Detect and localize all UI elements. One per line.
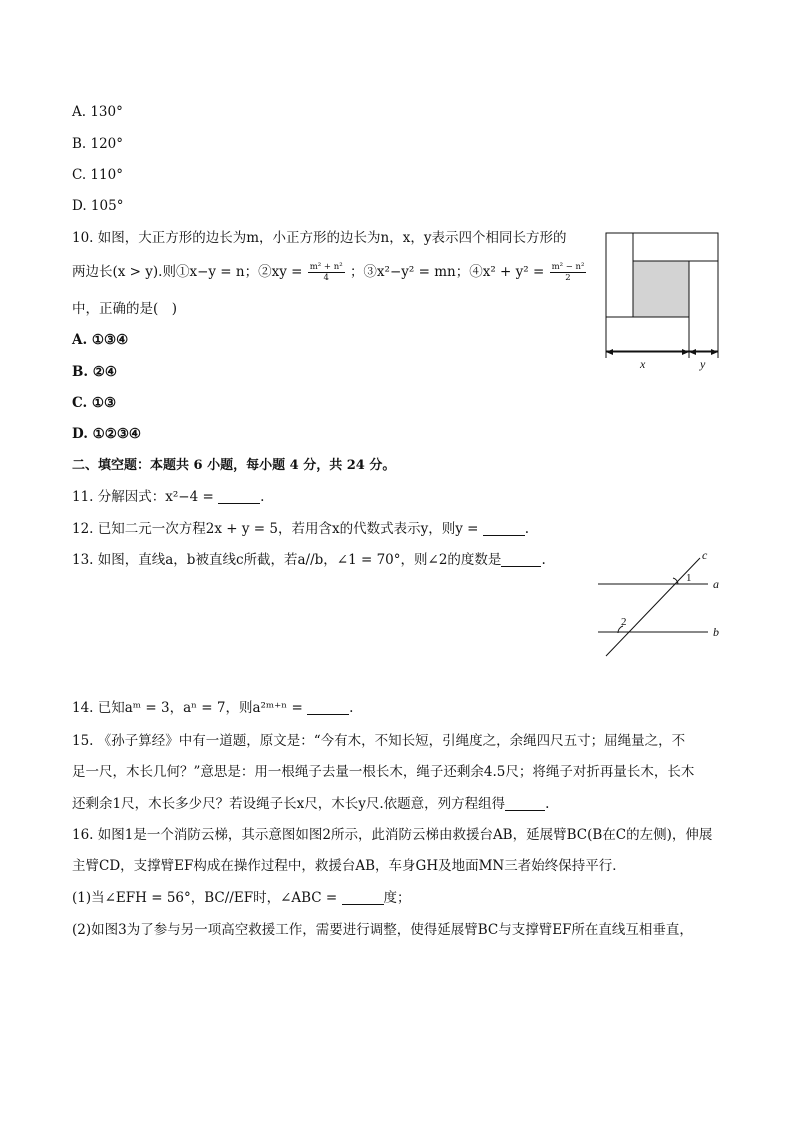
label-b: b bbox=[713, 625, 719, 639]
arrow-head bbox=[711, 349, 718, 355]
question-10-line-3: 中，正确的是( ) bbox=[72, 301, 178, 317]
answer-blank bbox=[483, 521, 525, 536]
option-a: A. ①③④ bbox=[72, 332, 129, 348]
question-13: 13. 如图，直线a，b被直线c所截，若a//b，∠1 = 70°，则∠2的度数是 . bbox=[72, 552, 546, 568]
question-16-part-1: (1)当∠EFH = 56°，BC//EF时，∠ABC = 度； bbox=[72, 890, 411, 906]
option-d: D. ①②③④ bbox=[72, 426, 142, 442]
answer-blank bbox=[342, 890, 384, 905]
fraction-2: $\frac{\text{m² + n²}}{4}$ bbox=[309, 262, 343, 283]
fraction-4: $\frac{\text{m² − n²}}{2}$ bbox=[551, 262, 585, 283]
question-12: 12. 已知二元一次方程2x + y = 5，若用含x的代数式表示y，则y = . bbox=[72, 521, 530, 537]
question-16-line-1: 16. 如图1是一个消防云梯，其示意图如图2所示，此消防云梯由救援台AB，延展臂BC(B在C的左侧)，伸展 bbox=[72, 827, 713, 843]
question-15-line-3: 还剩余1尺，木长多少尺？若设绳子长x尺，木长y尺.依题意，列方程组得 . bbox=[72, 796, 550, 812]
question-10-line-1: 10. 如图，大正方形的边长为m，小正方形的边长为n，x，y表示四个相同长方形的 bbox=[72, 230, 567, 246]
question-10-line-2: 两边长(x > y).则①x−y = n；②xy = $\frac{\text{m² + n²}}{4}$ ；③x²−y² = mn；④x² + y² = $\frac{\text{m² − n²}}{2}$ bbox=[72, 262, 585, 283]
option-c: C. ①③ bbox=[72, 395, 117, 411]
question-16-line-2: 主臂CD，支撑臂EF构成在操作过程中，救援台AB，车身GH及地面MN三者始终保持平行． bbox=[72, 858, 626, 874]
option-b: B. ②④ bbox=[72, 364, 118, 380]
label-angle-2: 2 bbox=[621, 616, 627, 628]
question-11: 11. 分解因式：x²−4 = . bbox=[72, 489, 265, 505]
option-c: C. 110° bbox=[72, 167, 123, 183]
label-c: c bbox=[702, 548, 708, 562]
arrow-head bbox=[689, 349, 696, 355]
option-d: D. 105° bbox=[72, 198, 124, 214]
question-15-line-1: 15. 《孙子算经》中有一道题，原文是：“今有木，不知长短，引绳度之，余绳四尺五寸；屈绳量之，不 bbox=[72, 733, 686, 749]
label-y: y bbox=[700, 357, 706, 371]
squares-figure bbox=[600, 228, 730, 374]
question-15-line-2: 足一尺，木长几何？”意思是：用一根绳子去量一根长木，绳子还剩余4.5尺；将绳子对折再量长木，长木 bbox=[72, 764, 695, 780]
answer-blank bbox=[505, 796, 545, 811]
section-heading: 二、填空题：本题共 6 小题，每小题 4 分，共 24 分。 bbox=[72, 458, 396, 473]
question-14: 14. 已知aᵐ = 3，aⁿ = 7，则a²ᵐ⁺ⁿ = . bbox=[72, 700, 354, 716]
label-a: a bbox=[713, 577, 719, 591]
option-b: B. 120° bbox=[72, 136, 124, 152]
arrow-head bbox=[606, 349, 613, 355]
inner-square bbox=[633, 261, 689, 317]
parallel-lines-figure bbox=[590, 548, 730, 662]
label-x: x bbox=[640, 357, 646, 371]
label-angle-1: 1 bbox=[686, 572, 692, 584]
answer-blank bbox=[218, 489, 260, 504]
answer-blank bbox=[307, 700, 349, 715]
question-16-part-2: (2)如图3为了参与另一项高空救援工作，需要进行调整，使得延展臂BC与支撑臂EF所在直线互相垂直， bbox=[72, 922, 693, 938]
answer-blank bbox=[501, 552, 541, 567]
option-a: A. 130° bbox=[72, 104, 123, 120]
arrow-head bbox=[682, 349, 689, 355]
